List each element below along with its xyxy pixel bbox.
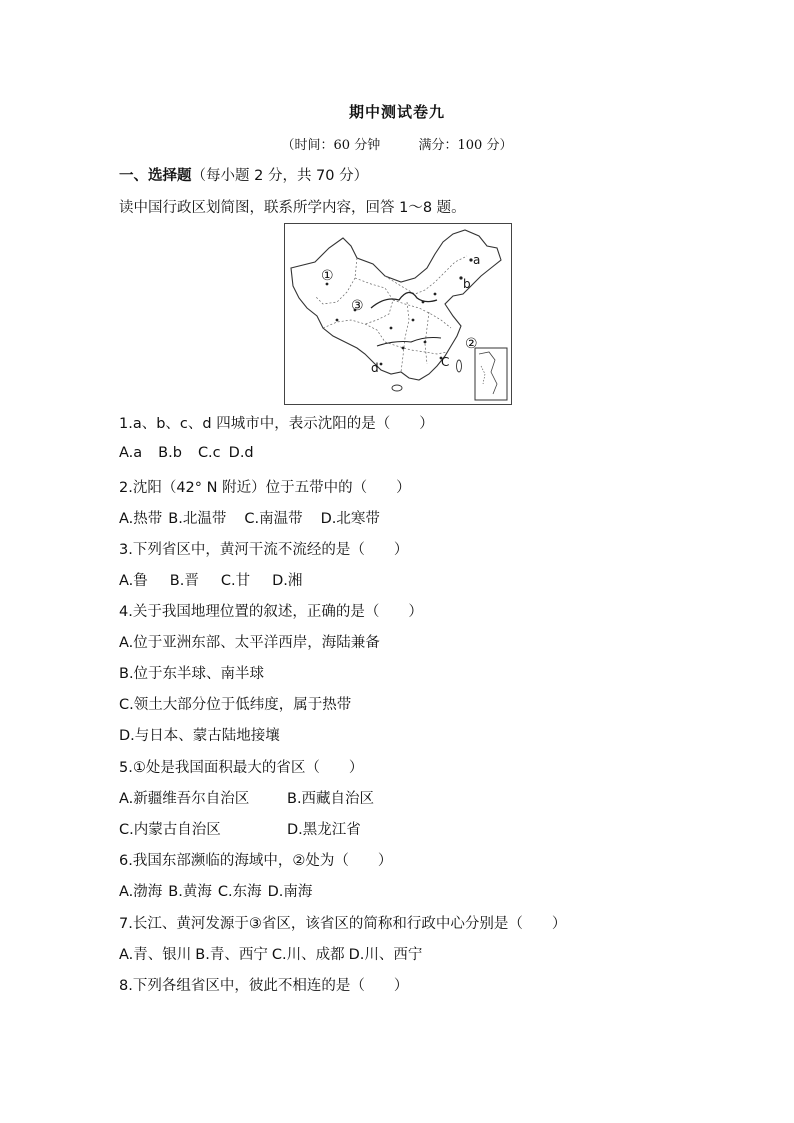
q7-option-c: C.川、成都 [271,947,345,963]
exam-time: （时间：60 分钟 [281,138,381,153]
q2-option-c: C.南温带 [244,511,303,527]
section-note: （每小题 2 分，共 70 分） [191,168,369,184]
q3-option-c: C.甘 [220,573,251,589]
question-1-options [119,445,254,461]
q6-option-d: D.南海 [267,884,313,900]
map-graphic [285,224,511,404]
river-line [371,292,437,308]
section-header [119,164,368,185]
border-vertical-1 [401,302,409,372]
question-3-stem: 3.下列省区中，黄河干流不流经的是（ ） [119,542,409,558]
question-7-options [119,943,422,964]
q4-option-b: B.位于东半球、南半球 [119,666,265,682]
q4-option-c: C.领土大部分位于低纬度，属于热带 [119,697,352,713]
reading-intro: 读中国行政区划简图，联系所学内容，回答 1～8 题。 [119,200,466,216]
question-6-stem: 6.我国东部濒临的海域中，②处为（ ） [119,853,393,869]
q1-option-b: B.b [158,445,182,461]
china-admin-map [284,223,512,405]
q2-option-b: B.北温带 [168,511,227,527]
map-label-city-c: C [441,355,450,369]
question-5-stem: 5.①处是我国面积最大的省区（ ） [119,760,364,776]
question-8-stem: 8.下列各组省区中，彼此不相连的是（ ） [119,978,409,994]
q2-option-a: A.热带 [119,511,163,527]
page-title: 期中测试卷九 [348,103,445,121]
border-central [393,300,451,328]
q3-option-d: D.湘 [272,573,303,589]
question-7-stem: 7.长江、黄河发源于③省区，该省区的简称和行政中心分别是（ ） [119,916,567,932]
map-label-city-d: d [371,361,379,375]
border-south [385,342,447,354]
q1-option-a: A.a [119,445,143,461]
taiwan-island [457,360,462,372]
q2-option-d: D.北寒带 [320,511,380,527]
q6-option-a: A.渤海 [119,884,163,900]
q7-option-d: D.川、西宁 [348,947,423,963]
q3-option-b: B.晋 [169,573,199,589]
q1-option-d: D.d [228,445,254,461]
q7-option-a: A.青、银川 [119,947,192,963]
question-6-options [119,880,312,901]
q4-option-a: A.位于亚洲东部、太平洋西岸，海陆兼备 [119,635,380,651]
question-2-options [119,507,380,528]
q5-option-a: A.新疆维吾尔自治区 [119,791,250,807]
river-line-2 [377,338,441,347]
exam-info [0,134,794,153]
question-3-options [119,569,302,590]
q4-option-d: D.与日本、蒙古陆地接壤 [119,728,280,744]
south-sea-inset [475,348,507,400]
question-2-stem: 2.沈阳（42° N 附近）位于五带中的（ ） [119,480,411,496]
q5-option-b: B.西藏自治区 [287,791,375,807]
map-label-region-3: ③ [351,298,364,314]
border-tibet-qinghai [323,320,385,342]
map-label-region-1: ① [321,268,334,284]
q1-option-c: C.c [197,445,221,461]
border-inner-mongolia [385,256,467,294]
q6-option-b: B.黄海 [168,884,212,900]
question-1-stem: 1.a、b、c、d 四城市中，表示沈阳的是（ ） [119,416,434,432]
q5-option-d: D.黑龙江省 [287,822,361,838]
section-heading: 一、选择题 [119,168,192,184]
map-label-region-2: ② [465,336,478,352]
q7-option-b: B.青、西宁 [195,947,268,963]
q5-option-c: C.内蒙古自治区 [119,822,221,838]
map-label-city-a: a [473,253,481,267]
q6-option-c: C.东海 [217,884,262,900]
question-4-stem: 4.关于我国地理位置的叙述，正确的是（ ） [119,604,423,620]
china-outline [291,230,501,380]
map-label-city-b: b [463,277,471,291]
exam-score: 满分：100 分） [418,138,513,153]
q3-option-a: A.鲁 [119,573,148,589]
hainan-island [392,385,402,391]
